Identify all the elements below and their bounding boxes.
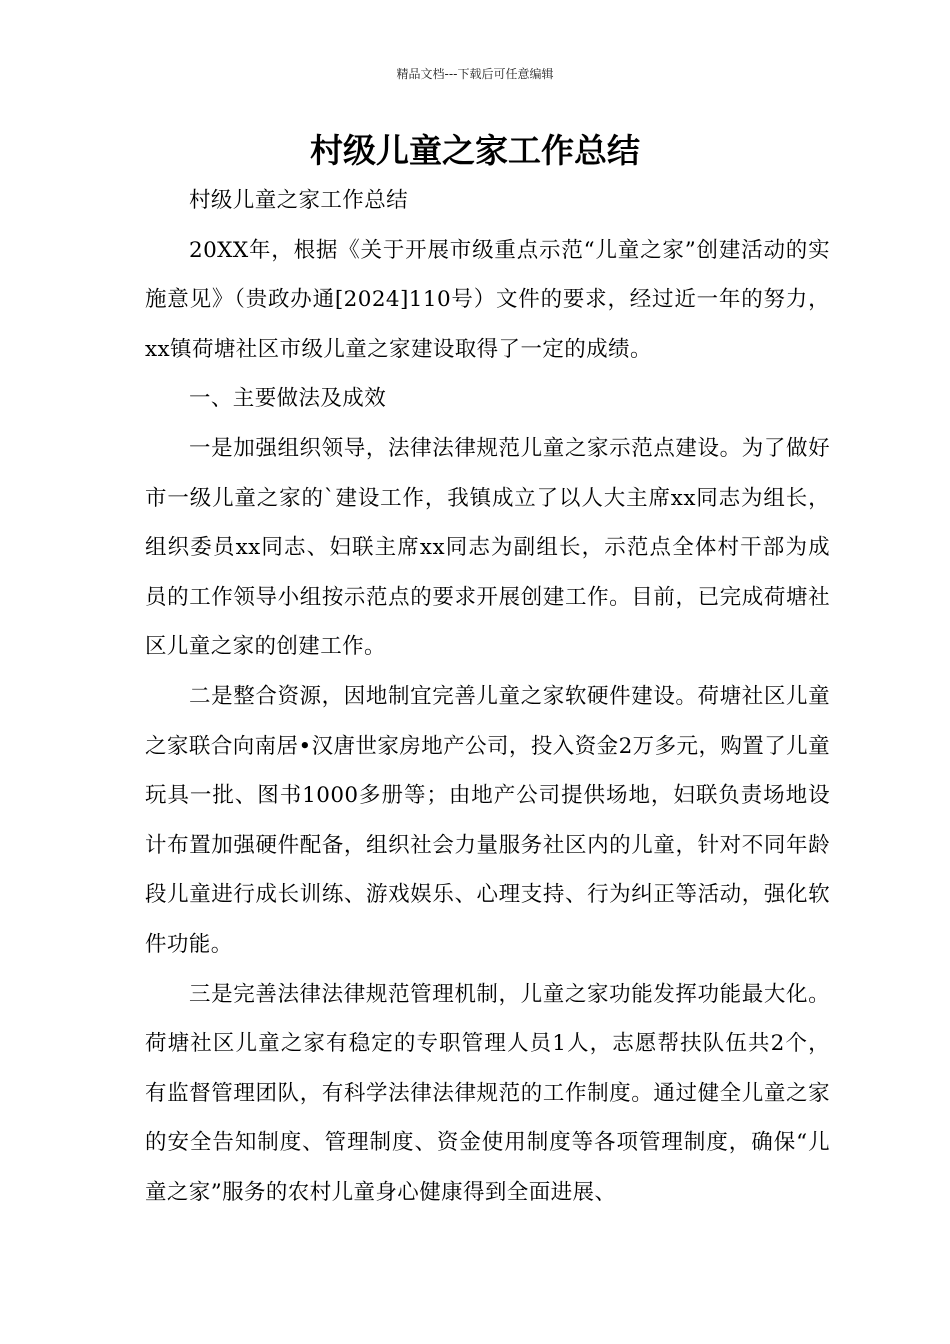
document-title: 村级儿童之家工作总结	[310, 131, 640, 170]
paragraph-item-2: 二是整合资源，因地制宜完善儿童之家软硬件建设。荷塘社区儿童之家联合向南居•汉唐世家房地产公司，投入资金2万多元，购置了儿童玩具一批、图书1000多册等；由地产公司提供场地，妇联负责场地设计布置加强硬件配备，组织社会力量服务社区内的儿童，针对不同年龄段儿童进行成长训练、游戏娱乐、心理支持、行为纠正等活动，强化软件功能。	[145, 683, 830, 957]
document-body	[145, 176, 830, 1217]
header-note: 精品文档---下载后可任意编辑	[396, 67, 554, 81]
paragraph-item-1: 一是加强组织领导，法律法律规范儿童之家示范点建设。为了做好市一级儿童之家的`建设工作，我镇成立了以人大主席xx同志为组长，组织委员xx同志、妇联主席xx同志为副组长，示范点全体村干部为成员的工作领导小组按示范点的要求开展创建工作。目前，已完成荷塘社区儿童之家的创建工作。	[145, 435, 830, 660]
paragraph-subtitle: 村级儿童之家工作总结	[189, 188, 409, 213]
paragraph-intro: 20XX年，根据《关于开展市级重点示范“儿童之家”创建活动的实施意见》（贵政办通[2024]110号）文件的要求，经过近一年的努力，xx镇荷塘社区市级儿童之家建设取得了一定的成绩。	[145, 237, 830, 362]
section-heading: 一、主要做法及成效	[189, 386, 387, 412]
paragraph-item-3: 三是完善法律法律规范管理机制，儿童之家功能发挥功能最大化。荷塘社区儿童之家有稳定的专职管理人员1人，志愿帮扶队伍共2个，有监督管理团队，有科学法律法律规范的工作制度。通过健全儿童之家的安全告知制度、管理制度、资金使用制度等各项管理制度，确保“儿童之家”服务的农村儿童身心健康得到全面进展、	[145, 981, 830, 1205]
